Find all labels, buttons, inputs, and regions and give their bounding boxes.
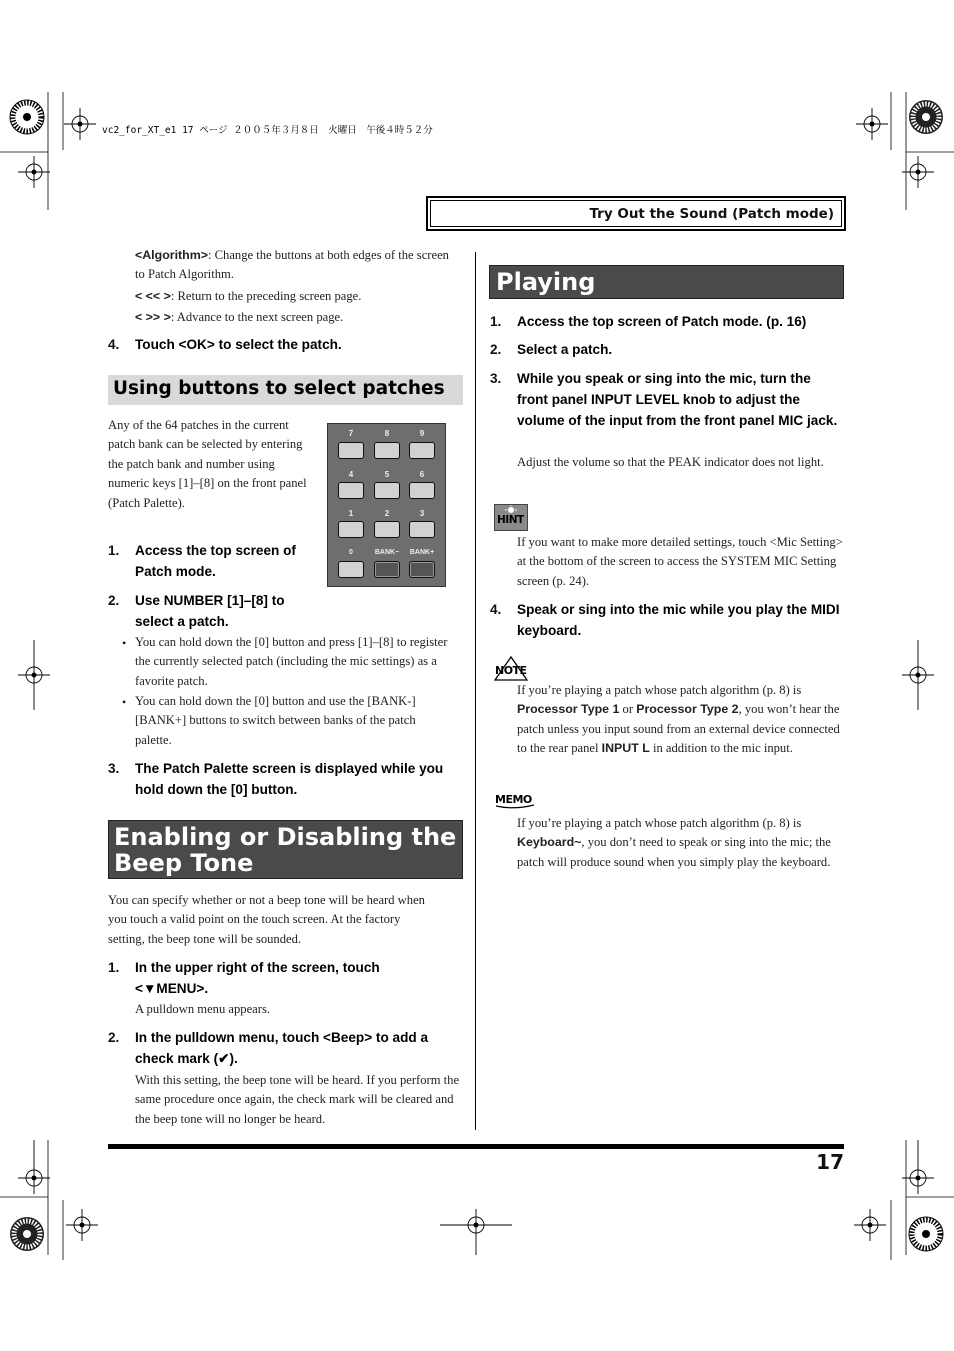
page-number: 17 bbox=[816, 1150, 844, 1174]
note-icon: NOTE bbox=[494, 656, 530, 682]
bullet-switch-banks: You can hold down the [0] button and use the [BANK-][BANK+] buttons to switch between banks of the patch palette. bbox=[135, 694, 416, 747]
step-1-access-patch: Access the top screen of Patch mode. (p. 16) bbox=[517, 314, 807, 329]
step-number: 2. bbox=[108, 593, 120, 608]
hint-text: If you want to make more detailed settings, touch <Mic Setting> at the bottom of the screen to access the SYSTEM MIC Setting screen (p. 24). bbox=[517, 535, 843, 588]
step-2-select-patch: Select a patch. bbox=[517, 342, 613, 357]
step-number: 2. bbox=[108, 1030, 120, 1045]
step-number: 1. bbox=[108, 960, 120, 975]
step-2-beep: In the pulldown menu, touch <Beep> to add a check mark (✔). bbox=[135, 1030, 429, 1066]
print-header: vc2_for_XT_e1 17 ページ ２００５年３月８日 火曜日 午後４時５２分 bbox=[102, 125, 433, 136]
section-heading-buttons: Using buttons to select patches bbox=[108, 375, 463, 405]
step-1-top-screen: Access the top screen of Patch mode. bbox=[135, 543, 296, 579]
step-1-menu-note: A pulldown menu appears. bbox=[135, 1002, 271, 1016]
intro-line-prev: < << >: Return to the preceding screen page. bbox=[135, 288, 362, 303]
footer-rule bbox=[108, 1144, 844, 1149]
bullet-dot: • bbox=[122, 695, 127, 709]
step-3-palette-screen: The Patch Palette screen is displayed while you hold down the [0] button. bbox=[135, 761, 444, 797]
step-number: 1. bbox=[490, 314, 502, 329]
column-divider bbox=[475, 252, 476, 1130]
step-3-input-level: While you speak or sing into the mic, turn the front panel INPUT LEVEL knob to adjust the volume of the input from the front panel MIC jack. bbox=[517, 371, 838, 428]
bullet-dot: • bbox=[122, 636, 127, 650]
intro-line-next: < >> >: Advance to the next screen page. bbox=[135, 310, 344, 325]
key-5 bbox=[374, 482, 400, 499]
intro-line-algorithm: <Algorithm>: Change the buttons at both edges of the screen to Patch Algorithm. bbox=[135, 248, 449, 282]
step-number: 3. bbox=[490, 371, 502, 386]
key-4 bbox=[338, 482, 364, 499]
key-bank-plus bbox=[409, 561, 435, 578]
intro-block bbox=[135, 246, 455, 328]
step-number: 2. bbox=[490, 342, 502, 357]
step-4-ok: Touch <OK> to select the patch. bbox=[135, 337, 342, 352]
section2-para: You can specify whether or not a beep tone will be heard when you touch a valid point on the touch screen. At the factory setting, the beep tone will be sounded. bbox=[108, 893, 425, 946]
key-8 bbox=[374, 442, 400, 459]
key-2 bbox=[374, 521, 400, 538]
key-0 bbox=[338, 561, 364, 578]
memo-text: If you’re playing a patch whose patch algorithm (p. 8) is Keyboard~, you don’t need to speak or sing into the mic; the patch will produce sound when you simply play the keyboard. bbox=[517, 816, 831, 869]
running-header-title: Try Out the Sound (Patch mode) bbox=[589, 206, 834, 222]
key-3 bbox=[409, 521, 435, 538]
section1-para: Any of the 64 patches in the current patch bank can be selected by entering the patch bank and number using numeric keys [1]–[8] on the front panel (Patch Palette). bbox=[108, 418, 307, 510]
section-heading-playing: Playing bbox=[489, 265, 844, 299]
memo-icon: MEMO bbox=[494, 792, 538, 810]
step-3-input-level-note: Adjust the volume so that the PEAK indicator does not light. bbox=[517, 455, 824, 469]
section-heading-beep: Enabling or Disabling the Beep Tone bbox=[108, 820, 463, 879]
hint-icon: HINT bbox=[494, 504, 528, 531]
step-number: 4. bbox=[108, 337, 120, 352]
key-6 bbox=[409, 482, 435, 499]
running-header bbox=[426, 196, 846, 231]
step-2-beep-note: With this setting, the beep tone will be heard. If you perform the same procedure once again, the check mark will be cleared and the beep tone will no longer be heard. bbox=[135, 1073, 460, 1126]
patch-palette-keypad: 7 8 9 4 5 6 1 2 3 0 BANK− BANK+ bbox=[327, 423, 446, 587]
bullet-register-favorite: You can hold down the [0] button and press [1]–[8] to register the currently selected patch (including the mic settings) as a favorite patch. bbox=[135, 635, 448, 688]
key-7 bbox=[338, 442, 364, 459]
key-9 bbox=[409, 442, 435, 459]
step-number: 3. bbox=[108, 761, 120, 776]
key-1 bbox=[338, 521, 364, 538]
step-1-menu: In the upper right of the screen, touch <▼MENU>. bbox=[135, 960, 380, 996]
step-2-number-keys: Use NUMBER [1]–[8] to select a patch. bbox=[135, 593, 285, 629]
step-number: 4. bbox=[490, 602, 502, 617]
key-bank-minus bbox=[374, 561, 400, 578]
step-4-midi: Speak or sing into the mic while you play the MIDI keyboard. bbox=[517, 602, 840, 638]
step-number: 1. bbox=[108, 543, 120, 558]
note-text: If you’re playing a patch whose patch algorithm (p. 8) is Processor Type 1 or Processor Type 2, you won’t hear the patch unless you input sound from an external device connected to the rear panel INPUT L in addition to the mic input. bbox=[517, 683, 840, 756]
